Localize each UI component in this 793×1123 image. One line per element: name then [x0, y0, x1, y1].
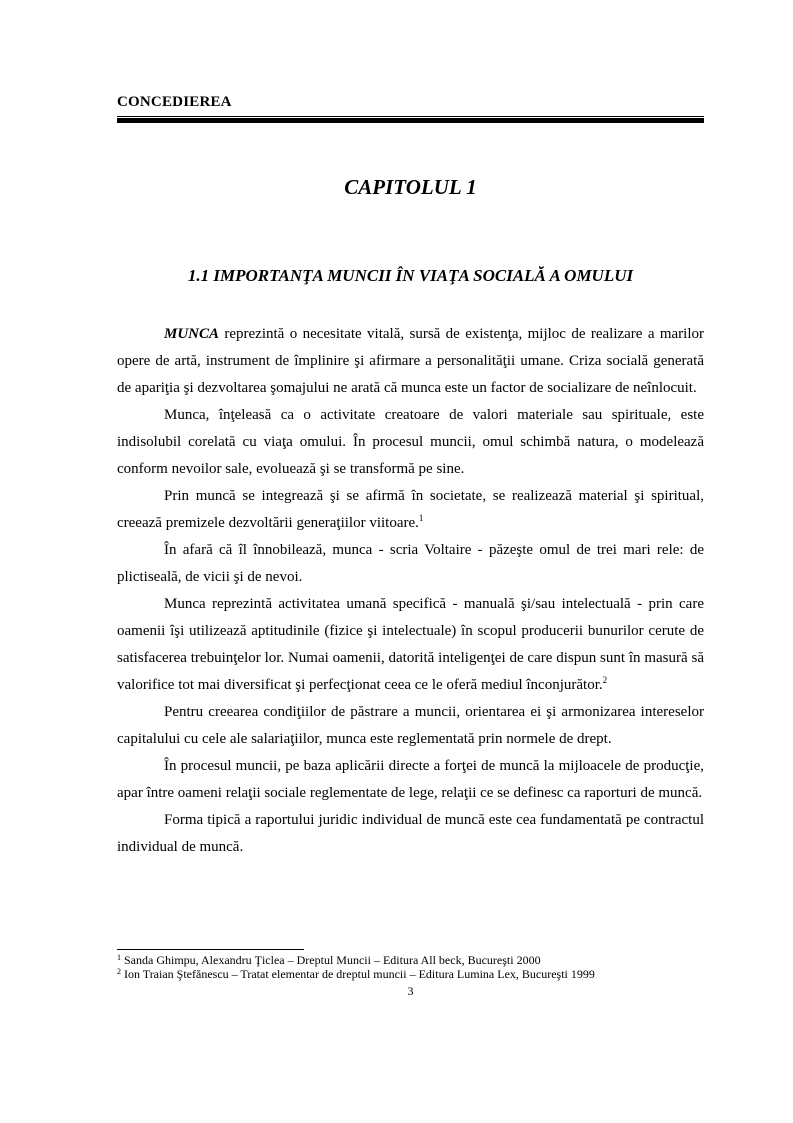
- footnote: [117, 953, 704, 967]
- footnotes: [117, 953, 704, 981]
- footnote-separator: [117, 949, 304, 950]
- paragraph-text: Prin muncă se integrează şi se afirmă în societate, se realizează material şi spiritual, creează premizele dezvoltării generaţiilor viitoare.: [117, 488, 704, 531]
- footnote-number: 1: [117, 953, 121, 962]
- paragraph-text: Munca, înţeleasă ca o activitate creatoare de valori materiale sau spirituale, este indisolubil corelată cu viaţa omului. În procesul muncii, omul schimbă natura, o modelează conform nevoilor sale, evoluează şi se transformă pe sine.: [117, 407, 704, 477]
- footnote-ref[interactable]: 1: [418, 513, 424, 523]
- paragraph: [117, 483, 704, 537]
- chapter-title: CAPITOLUL 1: [344, 175, 477, 199]
- header-title: CONCEDIEREA: [117, 94, 232, 110]
- paragraph: [117, 753, 704, 807]
- body-text: [117, 321, 704, 861]
- header-rule-thick: [117, 118, 704, 123]
- paragraph-text: reprezintă o necesitate vitală, sursă de existenţa, mijloc de realizare a marilor opere de artă, instrument de împlinire şi afirmare a personalităţii umane. Criza socială generată de apariţia şi dezvoltarea şomajului ne arată că munca este un factor de socializare de neînlocuit.: [117, 326, 704, 396]
- footnote-text: Ion Traian Ştefănescu – Tratat elementar de dreptul muncii – Editura Lumina Lex, Bucureşti 1999: [121, 967, 595, 981]
- paragraph: [117, 321, 704, 402]
- paragraph-text: În afară că îl înnobilează, munca - scria Voltaire - păzeşte omul de trei mari rele: de plictiseală, de vicii şi de nevoi.: [117, 542, 704, 585]
- paragraph: [117, 807, 704, 861]
- footnote: [117, 967, 704, 981]
- paragraph-text: Forma tipică a raportului juridic individual de muncă este cea fundamentată pe contractul individual de muncă.: [117, 812, 704, 855]
- paragraph: [117, 402, 704, 483]
- paragraph-lead-word: MUNCA: [164, 326, 220, 342]
- paragraph-text: În procesul muncii, pe baza aplicării directe a forţei de muncă la mijloacele de producţie, apar între oameni relaţii sociale reglementate de lege, relaţii ce se definesc ca raporturi de muncă.: [117, 758, 704, 801]
- page-number: 3: [407, 984, 414, 998]
- section-title: 1.1 IMPORTANŢA MUNCII ÎN VIAŢA SOCIALĂ A OMULUI: [187, 266, 634, 285]
- running-header: [117, 94, 704, 123]
- footnote-ref[interactable]: 2: [602, 675, 608, 685]
- footnote-text: Sanda Ghimpu, Alexandru Ţiclea – Dreptul Muncii – Editura All beck, Bucureşti 2000: [121, 953, 541, 967]
- paragraph: [117, 591, 704, 699]
- paragraph: [117, 537, 704, 591]
- footnote-number: 2: [117, 967, 121, 976]
- paragraph: [117, 699, 704, 753]
- header-rule-thin: [117, 116, 704, 117]
- paragraph-text: Pentru creearea condiţiilor de păstrare a muncii, orientarea ei şi armonizarea intereselor capitalului cu cele ale salariaţiilor, munca este reglementată prin normele de drept.: [117, 704, 704, 747]
- paragraph-text: Munca reprezintă activitatea umană specifică - manuală şi/sau intelectuală - prin care oamenii îşi utilizează aptitudinile (fizice şi intelectuale) în scopul producerii bunurilor cerute de satisfacerea trebuinţelor lor. Numai oamenii, datorită inteligenţei de care dispun sunt în masură să valorifice tot mai diversificat şi perfecţionat ceea ce le oferă mediul înconjurător.: [117, 596, 704, 693]
